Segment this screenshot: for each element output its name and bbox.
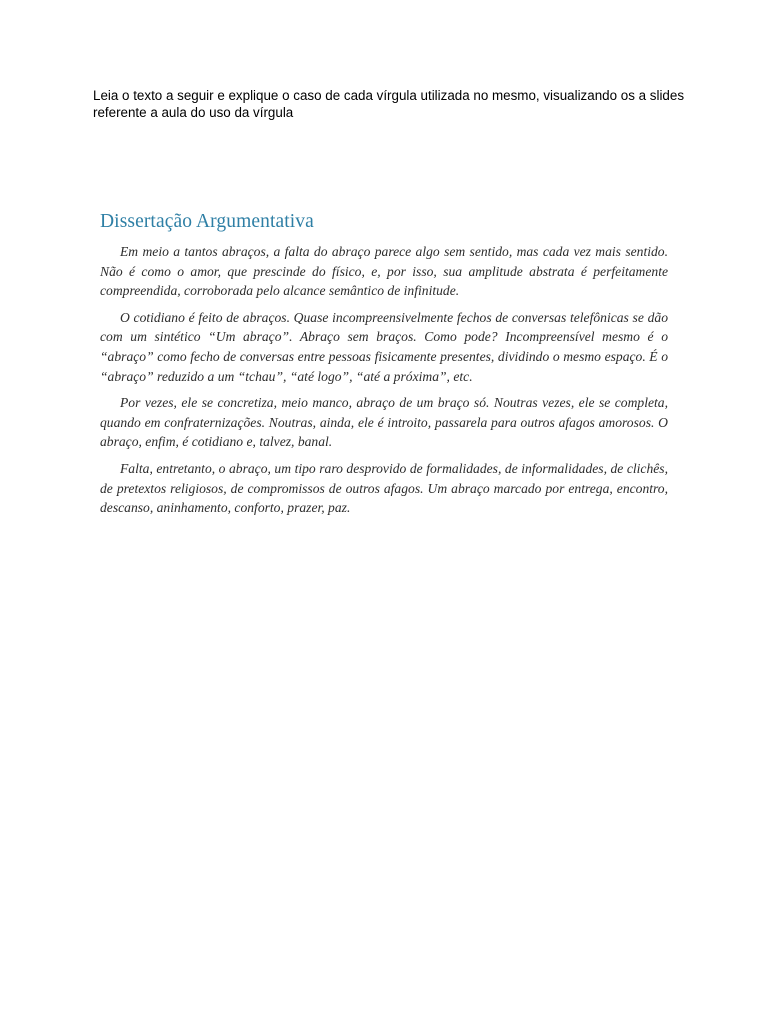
excerpt-paragraph-2: O cotidiano é feito de abraços. Quase incompreensivelmente fechos de conversas telefônicas se dão com um sintético “Um abraço”. Abraço sem braços. Como pode? Incompreensível mesmo é o “abraço” como fecho de conversas entre pessoas fisicamente presentes, dividindo o mesmo espaço. É o “abraço” reduzido a um “tchau”, “até logo”, “até a próxima”, etc.: [100, 309, 668, 384]
excerpt-title: Dissertação Argumentativa: [100, 211, 314, 232]
instruction-text: Leia o texto a seguir e explique o caso de cada vírgula utilizada no mesmo, visualizando os a slides referente a aula do uso da vírgula: [93, 88, 685, 120]
excerpt-paragraph-4: Falta, entretanto, o abraço, um tipo raro desprovido de formalidades, de informalidades, de clichês, de pretextos religiosos, de compromissos de outros afagos. Um abraço marcado por entrega, encontro, descanso, aninhamento, conforto, prazer, paz.: [100, 460, 668, 516]
text-excerpt: [100, 211, 668, 525]
excerpt-paragraph-3: Por vezes, ele se concretiza, meio manco, abraço de um braço só. Noutras vezes, ele se completa, quando em confraternizações. Noutras, ainda, ele é introito, passarela para outros afagos amorosos. O abraço, enfim, é cotidiano e, talvez, banal.: [100, 395, 668, 450]
excerpt-paragraph-1: Em meio a tantos abraços, a falta do abraço parece algo sem sentido, mas cada vez mais sentido. Não é como o amor, que prescinde do físico, e, por isso, sua amplitude abstrata é perfeitamente compreendida, corroborada pelo alcance semântico de infinitude.: [100, 244, 668, 299]
